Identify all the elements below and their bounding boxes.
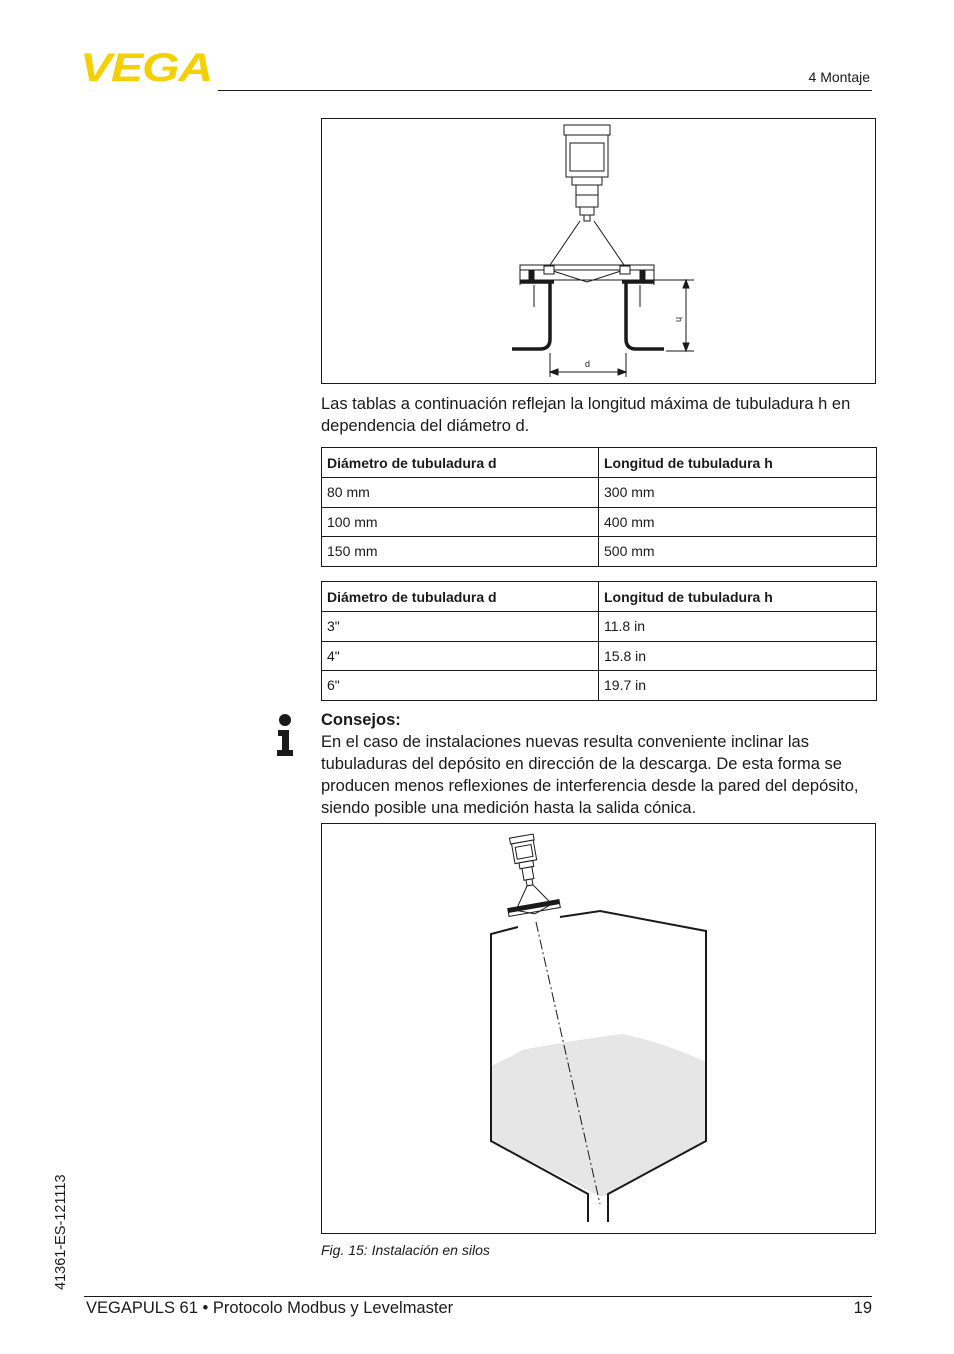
table-row: [322, 671, 877, 701]
footer-title: VEGAPULS 61 • Protocolo Modbus y Levelmaster: [86, 1299, 454, 1317]
table-header-row: [322, 448, 877, 478]
tilted-sensor: [496, 832, 561, 919]
table-cell: 100 mm: [322, 507, 599, 537]
table-cell: 150 mm: [322, 537, 599, 567]
document-id: 41361-ES-121113: [53, 1174, 69, 1290]
logo-text: VEGA: [80, 50, 212, 84]
table-cell: 6": [322, 671, 599, 701]
nozzle-table-imperial: [321, 581, 877, 701]
table-row: [322, 641, 877, 671]
tip-body: En el caso de instalaciones nuevas resulta conveniente inclinar las tubuladuras del depósito en dirección de la descarga. De esta forma se producen menos reflexiones de interferencia desde la pared del depósito, siendo posible una medición hasta la salida cónica.: [321, 733, 859, 817]
header-rule: [218, 90, 872, 91]
nozzle-table-metric: [321, 447, 877, 567]
table-cell: 80 mm: [322, 478, 599, 508]
table-row: [322, 537, 877, 567]
silo-diagram: [322, 824, 875, 1233]
nozzle-figure: [321, 118, 876, 384]
footer-rule: [84, 1296, 872, 1297]
bulk-material: [491, 1034, 706, 1196]
column-header: Diámetro de tubuladura d: [322, 582, 599, 612]
table-cell: 19.7 in: [599, 671, 877, 701]
table-cell: 300 mm: [599, 478, 877, 508]
dimension-h-label: h: [674, 317, 684, 323]
info-icon: [275, 713, 295, 757]
intro-paragraph: Las tablas a continuación reflejan la longitud máxima de tubuladura h en dependencia del diámetro d.: [321, 395, 851, 435]
table-cell: 500 mm: [599, 537, 877, 567]
table-cell: 15.8 in: [599, 641, 877, 671]
table-cell: 3": [322, 612, 599, 642]
table-cell: 11.8 in: [599, 612, 877, 642]
column-header: Longitud de tubuladura h: [599, 582, 877, 612]
table-header-row: [322, 582, 877, 612]
table-row: [322, 507, 877, 537]
tip-title: Consejos:: [321, 711, 401, 729]
table-row: [322, 478, 877, 508]
section-title: 4 Montaje: [808, 69, 870, 85]
table-row: [322, 612, 877, 642]
silo-figure: [321, 823, 876, 1234]
page-number: 19: [853, 1299, 872, 1317]
table-cell: 400 mm: [599, 507, 877, 537]
nozzle-diagram: [322, 119, 875, 383]
column-header: Longitud de tubuladura h: [599, 448, 877, 478]
vega-logo: [80, 50, 214, 84]
table-cell: 4": [322, 641, 599, 671]
figure-caption: Fig. 15: Instalación en silos: [321, 1242, 490, 1258]
column-header: Diámetro de tubuladura d: [322, 448, 599, 478]
dimension-d-label: d: [585, 359, 591, 369]
